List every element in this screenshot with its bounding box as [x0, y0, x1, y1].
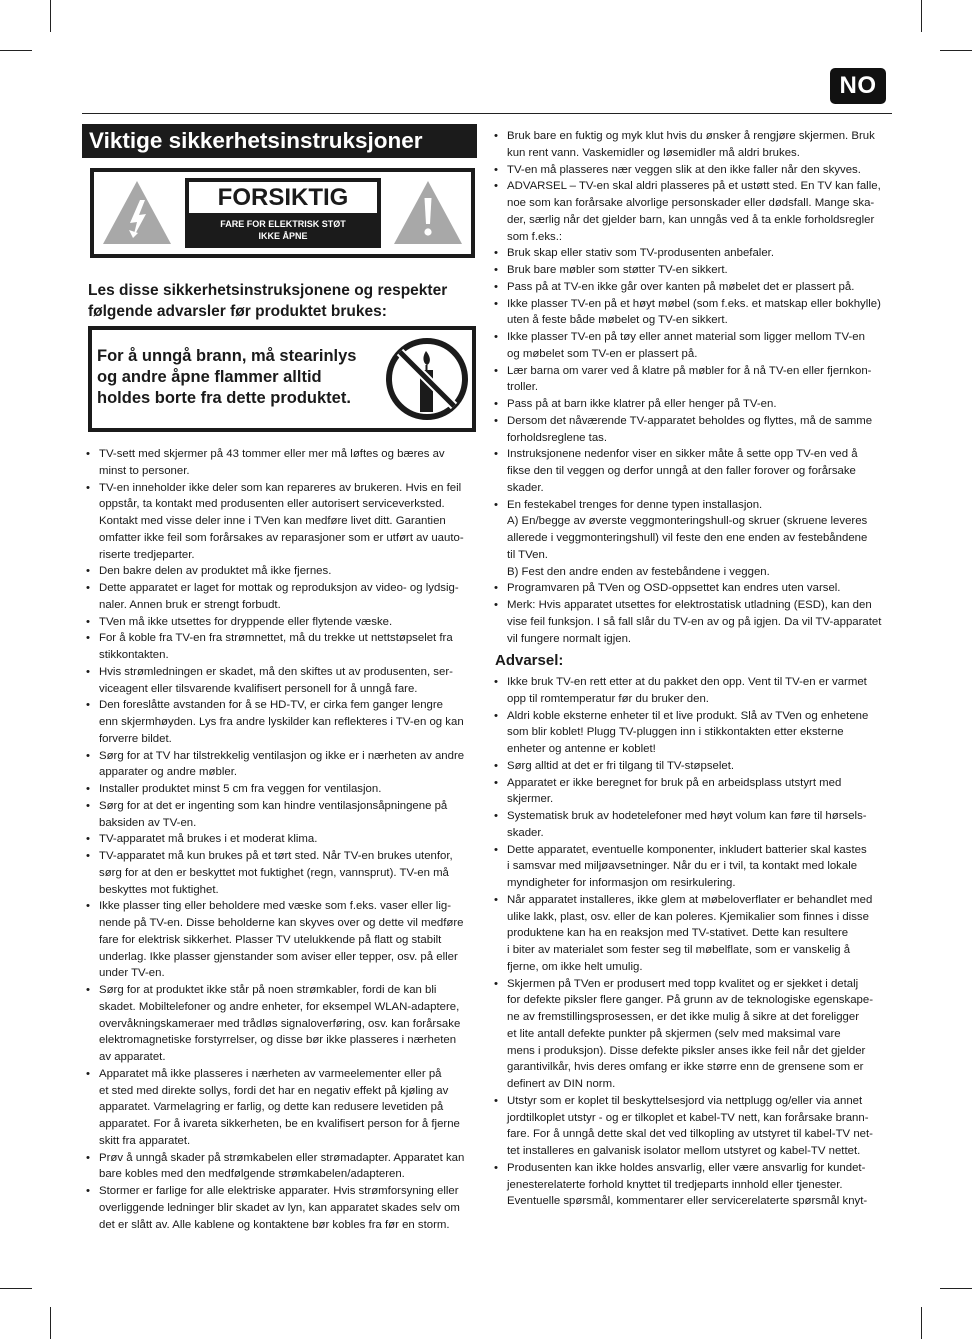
- list-item: [82, 982, 478, 1066]
- warning-list: [490, 674, 890, 1210]
- list-item-line: underlag. Ikke plasser gjenstander som aviser eller tepper, osv. på eller: [99, 950, 458, 963]
- list-item: [82, 1150, 478, 1184]
- list-item-line: definert av DIN norm.: [507, 1078, 616, 1090]
- list-item-line: • Ikke plasser TV-en på tøy eller annet material som ligger mellom TV-en: [507, 331, 865, 343]
- list-item-line: • Pass på at TV-en ikke går over kanten på møbelet det er plassert på.: [507, 280, 855, 293]
- list-item-line: til TVen.: [507, 548, 548, 561]
- list-item-line: forholdsreglene tas.: [507, 431, 608, 444]
- caution-heading: FORSIKTIG: [189, 182, 377, 213]
- caution-subtext: [185, 218, 381, 242]
- list-item-line: • Sørg for at det er ingenting som kan hindre ventilasjonsåpningene på: [99, 799, 448, 812]
- list-item-line: • Aldri koble eksterne enheter til et live produkt. Slå av TVen og enhetene: [507, 709, 869, 722]
- crop-mark: [0, 1288, 32, 1289]
- list-item-line: Eventuelle spørsmål, kommentarer eller servicerelaterte spørsmål knyt-: [507, 1195, 868, 1208]
- list-item-line: bare kobles med den medfølgende strømkabelen/adapteren.: [99, 1168, 405, 1181]
- list-item: [490, 296, 890, 330]
- list-item-line: og møbelet som TV-en er plassert på.: [507, 347, 698, 360]
- crop-mark: [0, 50, 32, 51]
- list-item-line: • Systematisk bruk av hodetelefoner med høyt volum kan føre til hørsels-: [507, 810, 867, 822]
- list-item-line: enheter og antenne er koblet!: [507, 743, 656, 755]
- list-item-line: • For å koble fra TV-en fra strømnettet, må du trekke ut nettstøpselet fra: [99, 632, 453, 645]
- list-item-line: • Den foreslåtte avstanden for å se HD-TV, er cirka fem ganger lengre: [99, 699, 443, 712]
- list-item: [490, 1093, 890, 1160]
- list-item-line: skader.: [507, 481, 544, 494]
- list-item: [82, 664, 478, 698]
- crop-mark: [940, 1288, 972, 1289]
- lead-paragraph: [88, 280, 473, 322]
- exclamation-warning-icon: [391, 178, 465, 248]
- list-item-line: troller.: [507, 381, 539, 394]
- list-item-line: for defekte piksler flere ganger. På grunn av de teknologiske egenskape-: [507, 994, 873, 1007]
- list-item-line: naler. Annen bruk er strengt forbudt.: [99, 598, 281, 611]
- list-item-line: • Installer produktet minst 5 cm fra veggen for ventilasjon.: [99, 783, 382, 795]
- list-item-line: baksiden av TV-en.: [99, 816, 197, 829]
- list-item-line: • Den bakre delen av produktet må ikke fjernes.: [99, 565, 332, 578]
- list-item-line: sørg for at den er beskyttet mot fuktighet (regn, vannsprut). TV-en må: [99, 866, 449, 879]
- list-item: [490, 808, 890, 842]
- list-item-line: • Dette apparatet, eventuelle komponenter, inkludert batterier skal kastes: [507, 843, 867, 856]
- list-item-line: apparatet. For å ivareta sikkerheten, be en kvalifisert person for å fjerne: [99, 1118, 460, 1130]
- list-item-line: overvåkningskameraer med trådløs signaloverføring, osv. kan forårsake: [99, 1017, 461, 1030]
- list-item-line: • Merk: Hvis apparatet utsettes for elektrostatisk utladning (ESD), kan den: [507, 599, 872, 611]
- list-item: [82, 798, 478, 832]
- list-item-line: forverre bildet.: [99, 732, 172, 745]
- lead-line: følgende advarsler før produktet brukes:: [88, 303, 387, 320]
- list-item-line: • Stormer er farlige for alle elektriske apparater. Hvis strømforsyning eller: [99, 1185, 459, 1197]
- list-item: [82, 781, 478, 798]
- header-rule: [82, 113, 892, 114]
- list-item-line: vise feil funksjon. I så fall slår du TV-en av og på igjen. Da vil TV-apparatet: [507, 615, 882, 628]
- list-item-line: garantivilkår, hvis deres omfang er ikke større enn de grensene som er: [507, 1061, 864, 1074]
- list-item: [490, 1160, 890, 1210]
- page-title: Viktige sikkerhetsinstruksjoner: [82, 124, 477, 158]
- list-item-line: • Bruk skap eller stativ som TV-produsenten anbefaler.: [507, 247, 774, 260]
- list-item: [82, 580, 478, 614]
- list-item-line: • Lær barna om varer ved å klatre på møbler for å nå TV-en eller fjernkon-: [507, 364, 872, 377]
- list-item-line: nende på TV-en. Disse beholderne kan skyves over og dette vil medføre: [99, 917, 464, 929]
- list-item-line: oppstår, ta kontakt med produsenten eller autorisert serviceverksted.: [99, 498, 445, 511]
- list-item: [82, 446, 478, 480]
- list-item: [490, 396, 890, 413]
- list-item-line: opp til romtemperatur før du bruker den.: [507, 692, 709, 705]
- list-item-line: Kontakt med visse deler inne i TVen kan medføre livet ditt. Garantien: [99, 515, 446, 527]
- list-item: [490, 580, 890, 597]
- list-item-line: vil fungere normalt igjen.: [507, 632, 632, 645]
- list-item-line: fikse den til veggen og derfor unngå at den faller forover og forårsake: [507, 465, 856, 477]
- list-item-line: • Når apparatet installeres, ikke glem at møbeloverflater er behandlet med: [507, 893, 873, 906]
- list-item: [82, 1183, 478, 1233]
- crop-mark: [940, 50, 972, 51]
- list-item-line: • Dette apparatet er laget for mottak og reproduksjon av video- og lydsig-: [99, 582, 459, 594]
- list-item-line: • TV-en inneholder ikke deler som kan repareres av brukeren. Hvis en feil: [99, 481, 462, 494]
- list-item-line: • Ikke plasser ting eller beholdere med væske som f.eks. vaser eller lig-: [99, 900, 451, 913]
- flame-warning-line: og andre åpne flammer alltid: [97, 368, 322, 386]
- list-item-line: • Utstyr som er koplet til beskyttelsesjord via nettplugg og/eller via annet: [507, 1094, 863, 1107]
- caution-subtext-line: IKKE ÅPNE: [258, 231, 308, 241]
- list-item-line: • Hvis strømledningen er skadet, må den skiftes ut av produsenten, ser-: [99, 665, 453, 678]
- list-item-line: • TV-sett med skjermer på 43 tommer eller mer må løftes og bæres av: [99, 448, 445, 460]
- list-item: [490, 329, 890, 363]
- list-item-line: myndigheter for informasjon om resirkulering.: [507, 877, 736, 889]
- list-item: [490, 413, 890, 447]
- list-item: [490, 758, 890, 775]
- list-item-line: ulike lakk, plast, osv. eller de kan poleres. Kjemikalier som finnes i disse: [507, 910, 869, 923]
- list-item-line: • TVen må ikke utsettes for dryppende eller flytende væske.: [99, 615, 393, 628]
- list-item: [490, 128, 890, 162]
- list-item-line: • Programvaren på TVen og OSD-oppsettet kan endres uten varsel.: [507, 582, 841, 595]
- list-item-line: • Instruksjonene nedenfor viser en sikker måte å sette opp TV-en ved å: [507, 448, 858, 461]
- warning-heading: Advarsel:: [495, 652, 564, 669]
- list-item: [490, 892, 890, 976]
- list-item-line: • Skjermen på TVen er produsert med topp kvalitet og er sjekket i detalj: [507, 977, 859, 990]
- list-item-line: skader.: [507, 826, 544, 839]
- list-item-line: • Ikke bruk TV-en rett etter at du pakket den opp. Vent til TV-en er varmet: [507, 676, 867, 688]
- list-item-line: der, særlig når det gjelder barn, kan unngås ved å ta enkle forholdsregler: [507, 213, 875, 226]
- list-item: [82, 614, 478, 631]
- list-item-line: minst to personer.: [99, 464, 190, 477]
- lead-line: Les disse sikkerhetsinstruksjonene og respekter: [88, 282, 448, 299]
- list-item-line: i biter av materialet som fester seg til møbelflate, som er vanskelig å: [507, 944, 851, 956]
- electric-shock-warning-icon: [100, 178, 174, 248]
- list-item: [82, 1066, 478, 1150]
- list-item-line: A) En/begge av øverste veggmonteringshull-og skruer (skruene leveres: [507, 515, 868, 528]
- list-item: [82, 480, 478, 564]
- list-item-line: • TV-apparatet må kun brukes på et tørt sted. Når TV-en brukes utenfor,: [99, 850, 453, 862]
- list-item-line: • TV-en må plasseres nær veggen slik at den ikke faller når den skyves.: [507, 163, 861, 176]
- list-item-line: skjermer.: [507, 793, 554, 806]
- list-item: [490, 842, 890, 892]
- list-item: [82, 898, 478, 982]
- list-item-line: i samsvar med miljøavsetninger. Når du er i tvil, ta kontakt med lokale: [507, 860, 858, 873]
- list-item-line: skitt fra apparatet.: [99, 1134, 191, 1147]
- list-item: [82, 563, 478, 580]
- list-item-line: fjerne, om ikke helt umulig.: [507, 960, 643, 973]
- list-item-line: noe som kan forårsake alvorlige personskader eller dødsfall. Mange ska-: [507, 197, 875, 209]
- caution-subtext-line: FARE FOR ELEKTRISK STØT: [220, 219, 346, 229]
- list-item-line: omfatter ikke feil som forårsakes av reparasjoner som er utført av uauto-: [99, 531, 464, 544]
- list-item-line: fare for elektrisk sikkerhet. Plasser TV utelukkende på flatt og stabilt: [99, 933, 442, 946]
- list-item: [490, 597, 890, 647]
- list-item-line: • Bruk bare en fuktig og myk klut hvis du ønsker å rengjøre skjermen. Bruk: [507, 130, 875, 142]
- safety-instructions-list-right: [490, 128, 890, 647]
- list-item-line: • Sørg for at produktet ikke står på noen strømkabler, fordi de kan bli: [99, 984, 437, 996]
- list-item-line: • ADVARSEL – TV-en skal aldri plasseres på et ustøtt sted. En TV kan falle,: [507, 180, 881, 193]
- list-item-line: kun rent vann. Vaskemidler og løsemidler må aldri brukes.: [507, 146, 800, 159]
- list-item-line: det er slått av. Alle kablene og kontaktene bør kobles fra før en storm.: [99, 1218, 450, 1231]
- list-item-line: B) Fest den andre enden av festebåndene i veggen.: [507, 565, 770, 578]
- list-item-line: • TV-apparatet må brukes i et moderat klima.: [99, 833, 318, 846]
- caution-label: [90, 168, 475, 258]
- list-item-line: jordtilkoplet utstyr - og er tilkoplet et kabel-TV nett, kan forårsake brann-: [507, 1111, 869, 1124]
- list-item-line: fare. For å unngå dette skal det ved tilkopling av utstyret til kabel-TV net-: [507, 1128, 873, 1141]
- list-item-line: apparatet. Varmelagring er farlig, og dette kan redusere levetiden på: [99, 1101, 444, 1114]
- list-item: [490, 279, 890, 296]
- list-item: [490, 708, 890, 758]
- caution-center-panel: [185, 178, 381, 248]
- list-item-line: • Produsenten kan ikke holdes ansvarlig, eller være ansvarlig for kundet-: [507, 1161, 866, 1174]
- list-item-line: viceagent eller tilsvarende kvalifisert personell for å unngå fare.: [99, 682, 418, 695]
- list-item: [490, 245, 890, 262]
- language-badge: NO: [830, 68, 886, 104]
- no-candle-icon: [384, 334, 470, 424]
- list-item-line: • Ikke plasser TV-en på et høyt møbel (som f.eks. et matskap eller bokhylle): [507, 297, 881, 310]
- list-item-line: • En festekabel trenges for denne typen installasjon.: [507, 498, 763, 511]
- open-flame-warning-text: [97, 346, 382, 409]
- list-item-line: under TV-en.: [99, 967, 165, 980]
- list-item-line: elektromagnetiske forstyrrelser, og disse bør ikke plasseres i nærheten: [99, 1034, 457, 1047]
- list-item-line: beskyttes mot fuktighet.: [99, 883, 219, 896]
- list-item-line: overliggende ledninger blir skadet av lyn, kan apparatet skades selv om: [99, 1201, 460, 1214]
- list-item: [490, 775, 890, 809]
- crop-mark: [50, 0, 51, 32]
- list-item-line: produktene kan ha en reaksjon med TV-stativet. Dette kan resultere: [507, 927, 849, 940]
- list-item: [82, 697, 478, 747]
- list-item: [490, 497, 890, 581]
- list-item: [82, 630, 478, 664]
- list-item-line: apparater og andre møbler.: [99, 766, 238, 779]
- crop-mark: [921, 0, 922, 32]
- flame-warning-line: For å unngå brann, må stearinlys: [97, 347, 357, 365]
- list-item: [82, 748, 478, 782]
- list-item-line: som blir koblet! Plugg TV-pluggen inn i stikkontakten etter eksterne: [507, 726, 844, 739]
- crop-mark: [921, 1307, 922, 1339]
- list-item-line: av apparatet.: [99, 1051, 166, 1063]
- list-item: [490, 162, 890, 179]
- list-item-line: ne av fremstillingsprosessen, er det ikke mulig å sikre at det foreligger: [507, 1011, 860, 1023]
- flame-warning-line: holdes borte fra dette produktet.: [97, 389, 351, 407]
- list-item: [490, 976, 890, 1093]
- list-item: [82, 831, 478, 848]
- list-item-line: stikkontakten.: [99, 649, 169, 661]
- list-item: [82, 848, 478, 898]
- list-item: [490, 363, 890, 397]
- crop-mark: [50, 1307, 51, 1339]
- list-item-line: som f.eks.:: [507, 230, 563, 243]
- list-item-line: riserte tredjeparter.: [99, 548, 195, 561]
- open-flame-warning-box: [88, 326, 476, 432]
- list-item-line: allerede i veggmonteringshull) vil feste den ene enden av festebåndene: [507, 532, 868, 544]
- list-item-line: • Prøv å unngå skader på strømkabelen eller strømadapter. Apparatet kan: [99, 1151, 465, 1164]
- list-item-line: • Bruk bare møbler som støtter TV-en sikkert.: [507, 264, 728, 276]
- list-item-line: enn skjermhøyden. Lys fra andre lyskilder kan reflekteres i TV-en og kan: [99, 716, 464, 728]
- list-item-line: mens i produksjon). Disse defekte piksler anses ikke feil når det gjelder: [507, 1044, 866, 1057]
- list-item: [490, 262, 890, 279]
- list-item-line: et lite antall defekte punkter på skjermen (selv med maksimal vare: [507, 1027, 841, 1040]
- list-item-line: • Apparatet må ikke plasseres i nærheten av varmeelementer eller på: [99, 1067, 442, 1080]
- list-item-line: • Pass på at barn ikke klatrer på eller henger på TV-en.: [507, 398, 777, 410]
- list-item: [490, 674, 890, 708]
- list-item-line: • Dersom det nåværende TV-apparatet beholdes og flyttes, må de samme: [507, 414, 873, 427]
- list-item-line: tet installeres en galvanisk isolator mellom utstyret og kabel-TV nettet.: [507, 1145, 861, 1157]
- list-item-line: • Apparatet er ikke beregnet for bruk på en arbeidsplass utstyrt med: [507, 776, 842, 789]
- list-item-line: skadet. Mobiltelefoner og andre enheter, for eksempel WLAN-adaptere,: [99, 1000, 460, 1013]
- list-item-line: et sted med direkte sollys, fordi det har en negativ effekt på kjøling av: [99, 1084, 449, 1097]
- list-item-line: • Sørg for at TV har tilstrekkelig ventilasjon og ikke er i nærheten av andre: [99, 749, 465, 762]
- list-item-line: • Sørg alltid at det er fri tilgang til TV-støpselet.: [507, 759, 735, 772]
- list-item-line: uten å feste både møbelet og TV-en sikkert.: [507, 314, 728, 327]
- list-item: [490, 446, 890, 496]
- list-item: [490, 178, 890, 245]
- safety-instructions-list-left: [82, 446, 478, 1233]
- list-item-line: jenesterelaterte forhold knyttet til tredjeparts innhold eller tjenester.: [507, 1178, 843, 1191]
